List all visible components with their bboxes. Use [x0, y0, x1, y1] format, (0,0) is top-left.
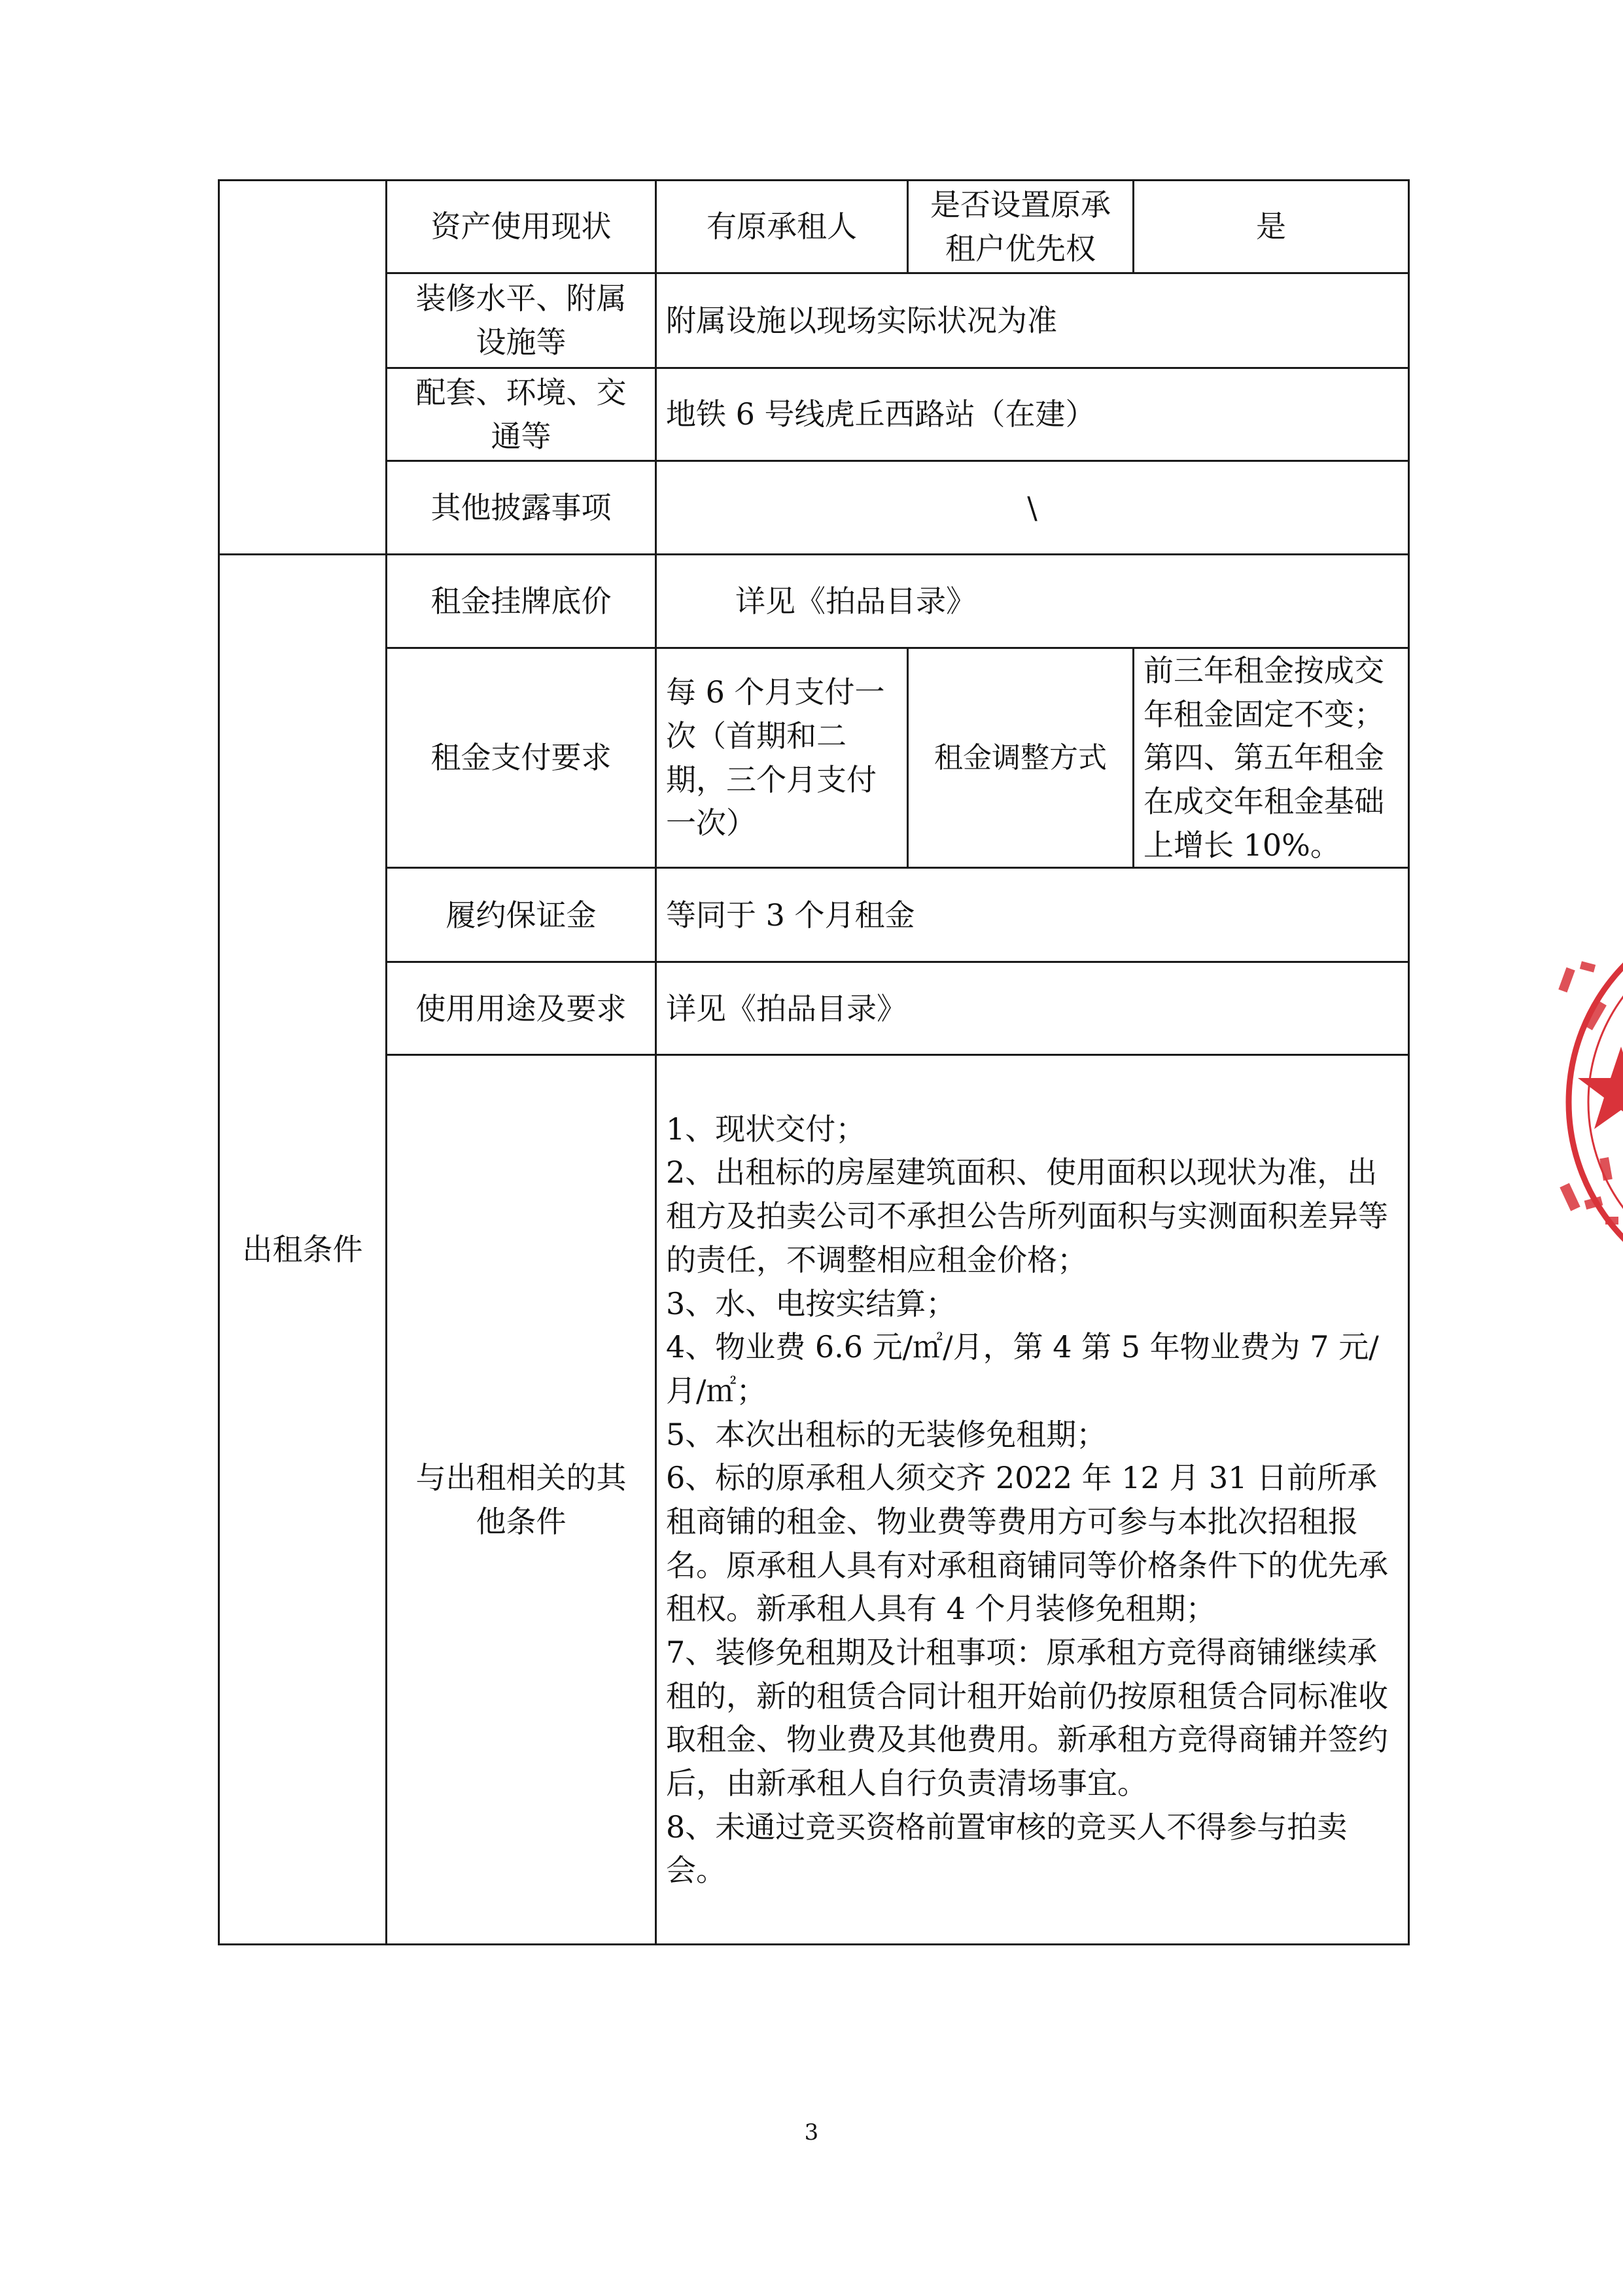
table-row [219, 868, 1409, 962]
table-row [219, 962, 1409, 1055]
reserve-price-label: 租金挂牌底价 [387, 555, 656, 648]
table-row [219, 648, 1409, 868]
condition-item-8: 8、未通过竞买资格前置审核的竞买人不得参与拍卖会。 [666, 1809, 1348, 1888]
table-row [219, 181, 1409, 273]
asset-status-value: 有原承租人 [656, 181, 908, 273]
condition-item-2: 2、出租标的房屋建筑面积、使用面积以现状为准，出租方及拍卖公司不承担公告所列面积与实测面积差异等的责任，不调整相应租金价格； [666, 1155, 1388, 1278]
page-number: 3 [804, 2119, 819, 2146]
seal-stamp-icon [1549, 942, 1623, 1262]
other-conditions-label: 与出租相关的其他条件 [387, 1055, 656, 1945]
deposit-label: 履约保证金 [387, 868, 656, 962]
rental-conditions-section-label: 出租条件 [219, 555, 387, 1945]
priority-right-label: 是否设置原承租户优先权 [908, 181, 1134, 273]
rent-adjust-value: 前三年租金按成交年租金固定不变；第四、第五年租金在成交年租金基础上增长 10%。 [1134, 648, 1409, 868]
table-row [219, 273, 1409, 368]
condition-item-3: 3、水、电按实结算； [666, 1285, 956, 1321]
condition-item-1: 1、现状交付； [666, 1111, 866, 1147]
decoration-value: 附属设施以现场实际状况为准 [656, 273, 1409, 368]
payment-value: 每 6 个月支付一次（首期和二期，三个月支付一次） [656, 648, 908, 868]
asset-status-label: 资产使用现状 [387, 181, 656, 273]
reserve-price-value: 详见《拍品目录》 [656, 555, 1409, 648]
table-row [219, 555, 1409, 648]
priority-right-value: 是 [1134, 181, 1409, 273]
condition-item-5: 5、本次出租标的无装修免租期； [666, 1416, 1107, 1452]
payment-label: 租金支付要求 [387, 648, 656, 868]
other-disclosure-value: \ [656, 461, 1409, 555]
condition-item-4: 4、物业费 6.6 元/㎡/月，第 4 第 5 年物业费为 7 元/月/㎡； [666, 1329, 1379, 1408]
usage-label: 使用用途及要求 [387, 962, 656, 1055]
deposit-value: 等同于 3 个月租金 [656, 868, 1409, 962]
auction-info-table [218, 179, 1410, 1945]
condition-item-6: 6、标的原承租人须交齐 2022 年 12 月 31 日前所承租商铺的租金、物业费等费用方可参与本批次招租报名。原承租人具有对承租商铺同等价格条件下的优先承租权。新承租人具有 4 个月装修免租期； [666, 1460, 1388, 1627]
facilities-value: 地铁 6 号线虎丘西路站（在建） [656, 368, 1409, 461]
table-row [219, 1055, 1409, 1945]
table-row [219, 368, 1409, 461]
decoration-label: 装修水平、附属设施等 [387, 273, 656, 368]
table-row [219, 461, 1409, 555]
other-conditions-list [656, 1055, 1409, 1945]
blank-section-cell [219, 181, 387, 555]
condition-item-7: 7、装修免租期及计租事项：原承租方竞得商铺继续承租的，新的租赁合同计租开始前仍按原租赁合同标准收取租金、物业费及其他费用。新承租方竞得商铺并签约后，由新承租人自行负责清场事宜。 [666, 1635, 1388, 1801]
facilities-label: 配套、环境、交通等 [387, 368, 656, 461]
usage-value: 详见《拍品目录》 [656, 962, 1409, 1055]
other-disclosure-label: 其他披露事项 [387, 461, 656, 555]
rent-adjust-label: 租金调整方式 [908, 648, 1134, 868]
